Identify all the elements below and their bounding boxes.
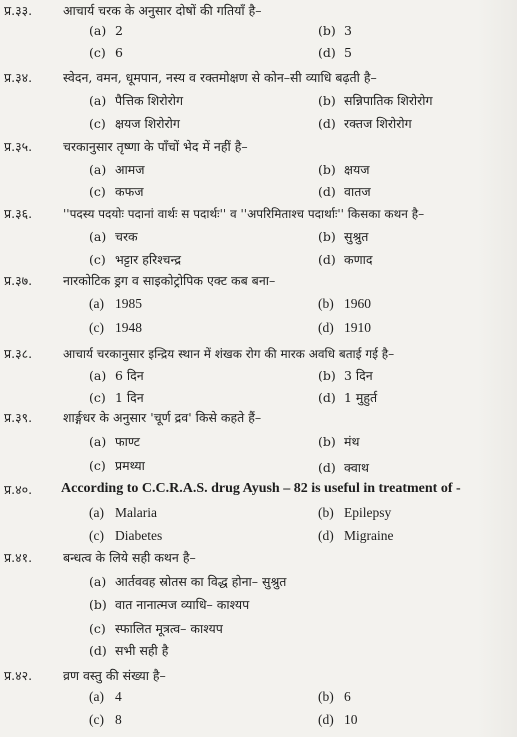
option-b: (b) क्षयज [318, 162, 370, 177]
option-d: (d) 1910 [318, 320, 371, 335]
option-d: (d) क्वाथ [318, 460, 369, 475]
option-c: (c) प्रमथ्या [89, 458, 145, 473]
option-d: (d) 10 [318, 712, 358, 727]
option-d: (d) 1 मुहुर्त [318, 390, 378, 405]
question-number: प्र.३६. [4, 206, 33, 221]
option-a: (a) फाण्ट [89, 434, 140, 449]
option-c: (c) स्फालित मूत्रत्व– काश्यप [89, 621, 223, 636]
option-c: (c) भट्टार हरिश्चन्द्र [89, 252, 181, 267]
option-d: (d) कणाद [318, 252, 373, 267]
question-number: प्र.४१. [4, 550, 33, 565]
question-number: प्र.३५. [4, 139, 33, 154]
option-c: (c) क्षयज शिरोरोग [89, 116, 180, 131]
question-number: प्र.३४. [4, 70, 33, 85]
question-text: आचार्य चरकानुसार इन्द्रिय स्थान में शंखक रोग की मारक अवधि बताई गई है– [63, 347, 395, 361]
option-c: (c) 6 [89, 45, 123, 60]
option-c: (c) 1948 [89, 320, 142, 335]
option-d: (d) सभी सही है [89, 643, 169, 658]
question-number: प्र.३७. [4, 273, 33, 288]
question-number: प्र.४०. [4, 482, 33, 497]
question-number: प्र.३३. [4, 3, 33, 18]
option-c: (c) कफज [89, 184, 144, 199]
option-a: (a) पैत्तिक शिरोरोग [89, 93, 184, 108]
option-c: (c) 8 [89, 712, 122, 727]
option-d: (d) वातज [318, 184, 371, 199]
option-d: (d) Migraine [318, 528, 394, 543]
option-b: (b) सुश्रुत [318, 229, 369, 244]
option-a: (a) Malaria [89, 505, 157, 520]
question-number: प्र.३९. [4, 410, 33, 425]
option-b: (b) 3 [318, 23, 352, 38]
option-b: (b) मंथ [318, 434, 360, 449]
option-b: (b) सन्निपातिक शिरोरोग [318, 93, 433, 108]
question-text: According to C.C.R.A.S. drug Ayush – 82 is useful in treatment of - [61, 481, 461, 496]
question-text: बन्धत्व के लिये सही कथन है– [63, 550, 196, 565]
option-a: (a) आर्तववह स्रोतस का विद्ध होना– सुश्रुत [89, 574, 287, 589]
option-b: (b) Epilepsy [318, 505, 392, 520]
option-a: (a) 6 दिन [89, 368, 144, 383]
option-d: (d) 5 [318, 45, 352, 60]
option-a: (a) चरक [89, 229, 138, 244]
question-text: चरकानुसार तृष्णा के पाँचों भेद में नहीं है– [63, 139, 248, 154]
option-a: (a) 1985 [89, 296, 142, 311]
question-text: व्रण वस्तु की संख्या है– [63, 668, 166, 683]
option-a: (a) 4 [89, 689, 122, 704]
option-b: (b) 3 दिन [318, 368, 373, 383]
question-text: स्वेदन, वमन, धूमपान, नस्य व रक्तमोक्षण से कोन–सी व्याधि बढ़ती है– [63, 70, 377, 85]
question-text: आचार्य चरक के अनुसार दोषों की गतियाँ है– [63, 3, 262, 18]
question-number: प्र.४२. [4, 668, 33, 683]
page-edge-shading [477, 0, 517, 737]
question-text: ''पदस्य पदयोः पदानां वार्थः स पदार्थः'' व ''अपरिमिताश्च पदार्थाः'' किसका कथन है– [63, 207, 425, 221]
option-c: (c) 1 दिन [89, 390, 144, 405]
option-a: (a) 2 [89, 23, 123, 38]
option-b: (b) 6 [318, 689, 351, 704]
question-text: शार्ङ्गधर के अनुसार 'चूर्ण द्रव' किसे कहते हैं– [63, 410, 262, 425]
option-a: (a) आमज [89, 162, 145, 177]
question-text: नारकोटिक ड्रग व साइकोट्रोपिक एक्ट कब बना– [63, 273, 276, 288]
option-c: (c) Diabetes [89, 528, 163, 543]
option-b: (b) वात नानात्मज व्याधि– काश्यप [89, 597, 250, 612]
option-b: (b) 1960 [318, 296, 371, 311]
question-number: प्र.३८. [4, 346, 33, 361]
option-d: (d) रक्तज शिरोरोग [318, 116, 412, 131]
